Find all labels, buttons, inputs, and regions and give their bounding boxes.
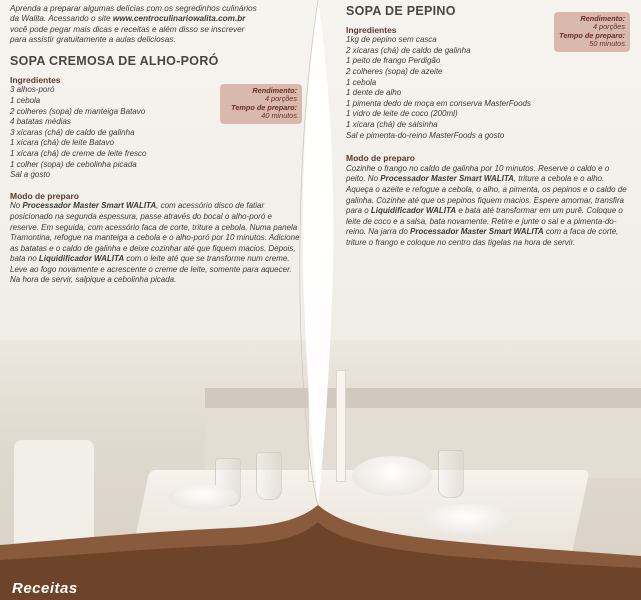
prep-segment: No <box>10 201 23 211</box>
prep-heading: Modo de preparo <box>346 153 415 164</box>
product-name: Liquidificador WALITA <box>370 206 457 216</box>
prep-segment: com a faca de corte, triture o frango e coloque no centro das tigelas na hora de servir. <box>346 227 619 247</box>
yield-box <box>554 12 630 52</box>
list-item: Sal e pimenta-do-reino MasterFoods a gosto <box>346 130 505 140</box>
product-name: Processador Master Smart WALITA <box>380 174 514 184</box>
list-item: 1 colher (sopa) de cebolinha picada <box>10 159 137 169</box>
yield-value: 4 porções <box>264 94 297 104</box>
prep-segment: , com acessório disco de fatiar posicionado na segunda espessura, passe através do bocal o alho-poró e reserve. Em seguida, com acessório faca de corte, triture a cebola. Numa panela Tramontina, refogue na manteiga a cebola e o alho-poró por 10 minutos. Adicione as batatas e o caldo de galinha e deixe cozinhar até que fiquem macios. Depois, bata no <box>10 201 300 264</box>
product-name: Processador Master Smart WALITA <box>22 201 157 211</box>
intro-line: você pode pegar mais dicas e receitas e além disso se inscrever <box>10 24 245 34</box>
intro-line: para assistir gratuitamente a aulas deliciosas. <box>10 34 176 44</box>
ingredients-heading: Ingredientes <box>346 24 397 35</box>
prep-text <box>10 201 302 286</box>
list-item: 3 alhos-poró <box>10 85 55 95</box>
list-item: 2 colheres (sopa) de manteiga Batavo <box>10 106 146 116</box>
time-label: Tempo de preparo: <box>231 102 297 112</box>
intro-line: da Walita. Acessando o site <box>10 14 113 24</box>
list-item: 1 dente de alho <box>346 88 402 98</box>
recipe-title: SOPA DE PEPINO <box>346 4 456 18</box>
site-link[interactable]: www.centroculinariowalita.com.br <box>112 14 246 24</box>
recipe-title: SOPA CREMOSA DE ALHO-PORÓ <box>10 54 219 69</box>
prep-segment: , triture a cebola e o alho. Aqueça o azeite e refogue a cebola, o alho, a pimenta, os pepinos e o caldo de galinha. Cozinhe até que os pepinos fiquem macios. Espere amornar, transfira para o <box>346 174 627 216</box>
product-name: Processador Master Smart WALITA <box>410 227 544 237</box>
list-item: 1 xícara (chá) de creme de leite fresco <box>10 148 147 158</box>
prep-segment: com o leite até que se transforme num creme. Leve ao fogo novamente e acrescente o creme de leite, somente para aquecer. Na hora de servir, salpique a cebolinha picada. <box>10 254 292 285</box>
prep-segment: Cozinhe o frango no caldo de galinha por 10 minutos. Reserve o caldo e o peito. No <box>346 163 610 184</box>
prep-segment: e bata até transformar em um purê. Coloque o leite de coco e a salsa, bata novamente. Retire e junte o sal e a pimenta-do-reino. Na jarra do <box>346 206 623 237</box>
left-column <box>10 4 302 286</box>
product-name: Liquidificador WALITA <box>38 254 125 264</box>
time-value: 50 minutos <box>589 39 625 49</box>
list-item: 1 xícara (chá) de salsinha <box>346 119 438 129</box>
time-value: 40 minutos <box>261 111 297 121</box>
time-label: Tempo de preparo: <box>559 30 625 40</box>
list-item: 2 xícaras (chá) de caldo de galinha <box>346 45 471 55</box>
list-item: 1 cebola <box>346 77 377 87</box>
list-item: 1 cebola <box>10 95 41 105</box>
intro-line: Aprenda a preparar algumas delícias com os segredinhos culinários <box>10 4 257 13</box>
yield-label: Rendimento: <box>252 86 297 95</box>
list-item: Sal a gosto <box>10 170 51 180</box>
list-item: 2 colheres (sopa) de azeite <box>346 66 443 76</box>
yield-value: 4 porções <box>592 22 625 32</box>
list-item: 1 peito de frango Perdigão <box>346 56 441 66</box>
yield-label: Rendimento: <box>580 14 625 23</box>
list-item: 1 vidro de leite de coco (200ml) <box>346 109 458 119</box>
ingredients-heading: Ingredientes <box>10 74 61 85</box>
list-item: 1 pimenta dedo de moça em conserva MasterFoods <box>346 98 531 108</box>
section-label: Receitas <box>12 580 78 597</box>
intro-text <box>10 4 290 45</box>
list-item: 3 xícaras (chá) de caldo de galinha <box>10 127 135 137</box>
prep-text <box>346 164 628 249</box>
prep-heading: Modo de preparo <box>10 190 79 201</box>
list-item: 1kg de pepino sem casca <box>346 35 437 45</box>
yield-box <box>220 84 302 124</box>
list-item: 4 batatas médias <box>10 117 71 127</box>
list-item: 1 xícara (chá) de leite Batavo <box>10 138 115 148</box>
